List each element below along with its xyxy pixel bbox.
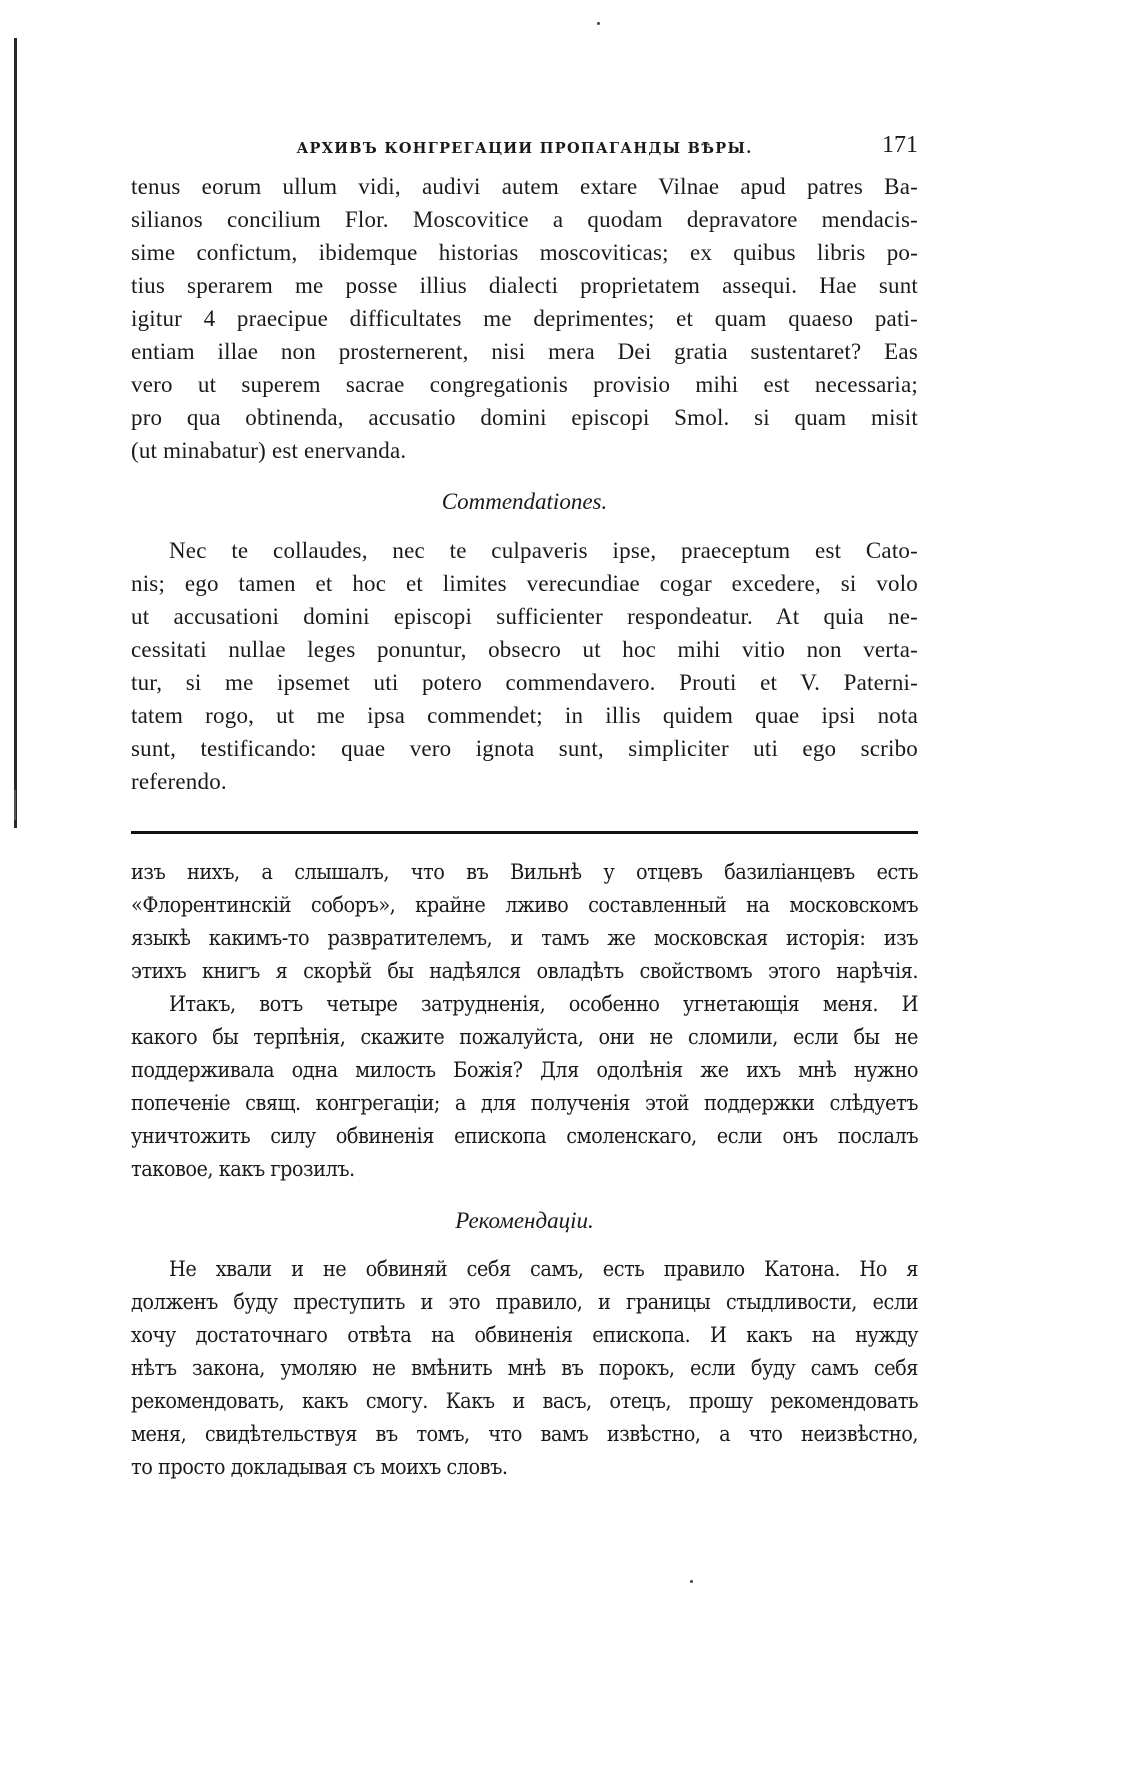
- latin-text: [131, 170, 918, 798]
- text-line: silianos concilium Flor. Moscovitice a quodam depravatore mendacis-: [131, 207, 918, 232]
- text-line: (ut minabatur) est enervanda.: [131, 438, 407, 463]
- text-line: рекомендовать, какъ смогу. Какъ и васъ, отецъ, прошу рекомендовать: [131, 1389, 918, 1414]
- text-line: ut accusationi domini episcopi sufficienter respondeatur. At quia ne-: [131, 604, 918, 629]
- text-line: tenus eorum ullum vidi, audivi autem extare Vilnae apud patres Ba-: [131, 174, 918, 199]
- russian-paragraph-2: [131, 988, 918, 1186]
- text-line: «Флорентинскій соборъ», крайне лживо составленный на московскомъ: [131, 893, 918, 918]
- russian-text: [131, 856, 918, 1484]
- text-line: igitur 4 praecipue difficultates me deprimentes; et quam quaeso pati-: [131, 306, 918, 331]
- page-number: 171: [882, 132, 918, 158]
- text-line: нѣтъ закона, умоляю не вмѣнить мнѣ въ порокъ, если буду самъ себя: [131, 1356, 918, 1381]
- text-line: vero ut superem sacrae congregationis provisio mihi est necessaria;: [131, 372, 918, 397]
- text-line: хочу достаточнаго отвѣта на обвиненія епископа. И какъ на нужду: [131, 1323, 918, 1348]
- text-line: cessitati nullae leges ponuntur, obsecro ut hoc mihi vitio non verta-: [131, 637, 918, 662]
- scan-border-line-lower: [14, 790, 16, 820]
- text-line: какого бы терпѣнія, скажите пожалуйста, они не сломили, если бы не: [131, 1025, 918, 1050]
- text-line: языкѣ какимъ-то развратителемъ, и тамъ же московская исторія: изъ: [131, 926, 918, 951]
- text-line: pro qua obtinenda, accusatio domini episcopi Smol. si quam misit: [131, 405, 918, 430]
- text-line: nis; ego tamen et hoc et limites verecundiae cogar excedere, si volo: [131, 571, 918, 596]
- russian-paragraph-1: [131, 856, 918, 988]
- text-line: таковое, какъ грозилъ.: [131, 1157, 355, 1182]
- scan-speck: [597, 22, 600, 25]
- text-line: этихъ книгъ я скорѣй бы надѣялся овладѣть свойствомъ этого нарѣчія.: [131, 959, 918, 984]
- text-line: tatem rogo, ut me ipsa commendet; in illis quidem quae ipsi nota: [131, 703, 918, 728]
- latin-paragraph-1: [131, 170, 918, 467]
- text-line: tius sperarem me posse illius dialecti proprietatem assequi. Hae sunt: [131, 273, 918, 298]
- text-line: Nec te collaudes, nec te culpaveris ipse, praeceptum est Cato-: [169, 538, 918, 563]
- text-line: поддерживала одна милость Божія? Для одолѣнія же ихъ мнѣ нужно: [131, 1058, 918, 1083]
- running-title: АРХИВЪ КОНГРЕГАЦИИ ПРОПАГАНДЫ ВѢРЫ.: [296, 140, 753, 157]
- latin-paragraph-2: [131, 534, 918, 798]
- text-line: изъ нихъ, а слышалъ, что въ Вильнѣ у отцевъ базиліанцевъ есть: [131, 860, 918, 885]
- section-heading-latin: Commendationes.: [441, 489, 608, 514]
- russian-paragraph-3: [131, 1253, 918, 1484]
- text-line: Итакъ, вотъ четыре затрудненія, особенно угнетающія меня. И: [169, 992, 918, 1017]
- scan-border-line: [14, 38, 17, 828]
- text-line: tur, si me ipsemet uti potero commendavero. Prouti et V. Paterni-: [131, 670, 918, 695]
- text-line: sunt, testificando: quae vero ignota sunt, simpliciter uti ego scribo: [131, 736, 918, 761]
- horizontal-rule: [131, 831, 918, 834]
- text-line: меня, свидѣтельствуя въ томъ, что вамъ извѣстно, а что неизвѣстно,: [131, 1422, 918, 1447]
- book-page: [131, 128, 918, 1484]
- text-line: referendo.: [131, 769, 227, 794]
- text-line: попеченіе свящ. конгрегаціи; а для полученія этой поддержки слѣдуетъ: [131, 1091, 918, 1116]
- text-line: Не хвали и не обвиняй себя самъ, есть правило Катона. Но я: [169, 1257, 918, 1282]
- text-line: то просто докладывая съ моихъ словъ.: [131, 1455, 508, 1480]
- section-heading-russian: Рекомендаціи.: [455, 1208, 594, 1233]
- text-line: entiam illae non prosternerent, nisi mera Dei gratia sustentaret? Eas: [131, 339, 918, 364]
- scan-speck: [690, 1580, 693, 1583]
- text-line: уничтожить силу обвиненія епископа смоленскаго, если онъ послалъ: [131, 1124, 918, 1149]
- text-line: sime confictum, ibidemque historias moscoviticas; ex quibus libris po-: [131, 240, 918, 265]
- text-line: долженъ буду преступить и это правило, и границы стыдливости, если: [131, 1290, 918, 1315]
- running-header: [131, 128, 918, 164]
